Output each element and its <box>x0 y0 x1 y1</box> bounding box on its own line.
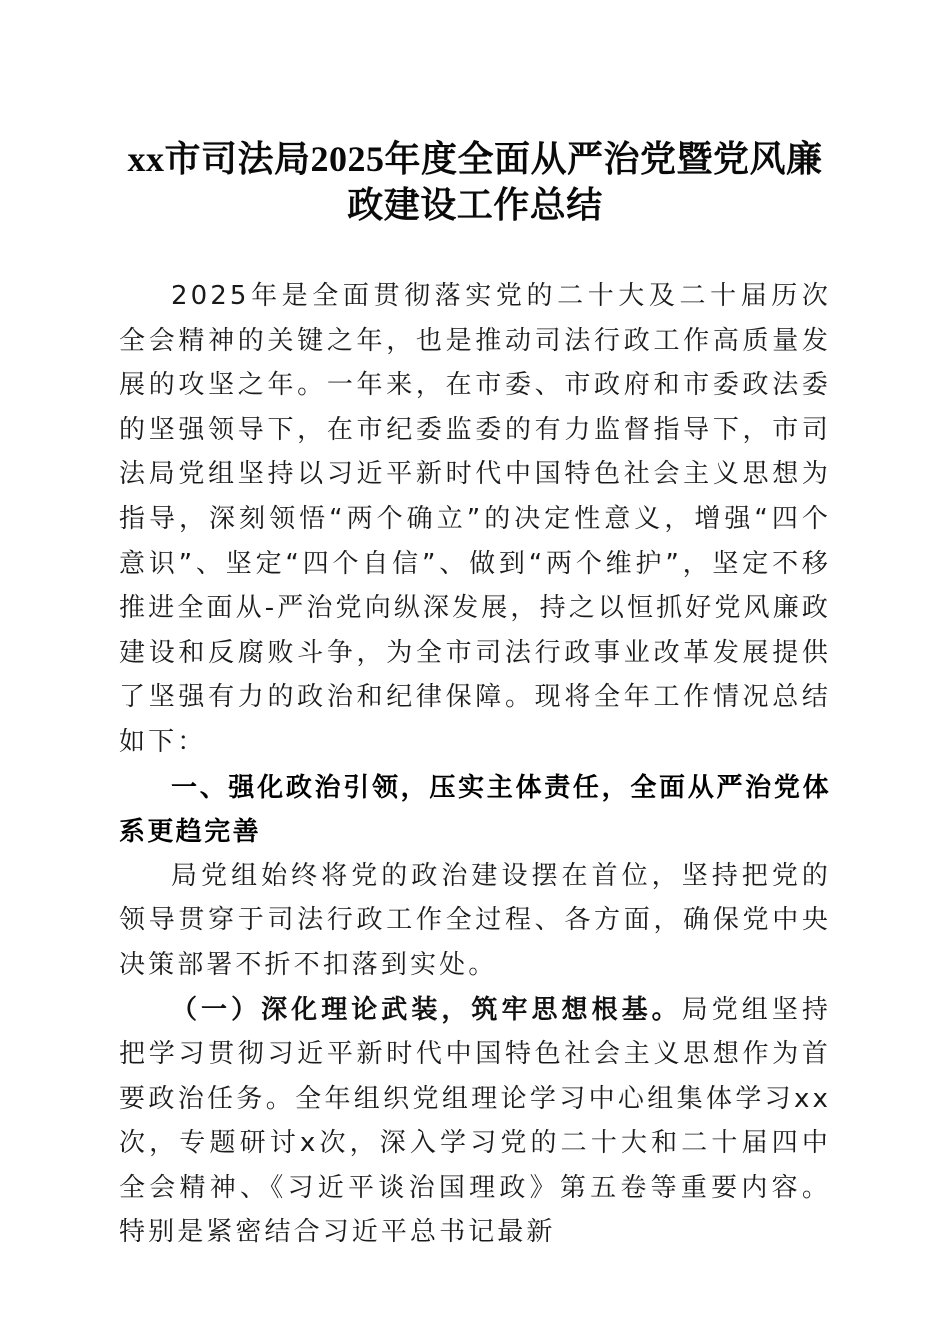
document-title <box>80 136 870 228</box>
subsection-1-paragraph <box>119 988 831 1256</box>
document-title-line-1: xx市司法局2025年度全面从严治党暨党风廉 <box>127 139 823 179</box>
subsection-1-text: 局党组坚持把学习贯彻习近平新时代中国特色社会主义思想作为首要政治任务。全年组织党组理论学习中心组集体学习xx次，专题研讨x次，深入学习党的二十大和二十届四中全会精神、《习近平谈治国理政》第五卷等重要内容。特别是紧密结合习近平总书记最新 <box>119 994 831 1248</box>
document-body <box>119 274 831 1255</box>
subsection-1-heading: （一）深化理论武装，筑牢思想根基。 <box>171 994 682 1025</box>
section-1-heading: 一、强化政治引领，压实主体责任，全面从严治党体系更趋完善 <box>119 771 831 847</box>
section-1-paragraph: 局党组始终将党的政治建设摆在首位，坚持把党的领导贯穿于司法行政工作全过程、各方面，确保党中央决策部署不折不扣落到实处。 <box>119 860 831 980</box>
document-title-line-2: 政建设工作总结 <box>347 185 603 225</box>
intro-paragraph: 2025年是全面贯彻落实党的二十大及二十届历次全会精神的关键之年，也是推动司法行政工作高质量发展的攻坚之年。一年来，在市委、市政府和市委政法委的坚强领导下，在市纪委监委的有力监督指导下，市司法局党组坚持以习近平新时代中国特色社会主义思想为指导，深刻领悟“两个确立”的决定性意义，增强“四个意识”、坚定“四个自信”、做到“两个维护”，坚定不移推进全面从-严治党向纵深发展，持之以恒抓好党风廉政建设和反腐败斗争，为全市司法行政事业改革发展提供了坚强有力的政治和纪律保障。现将全年工作情况总结如下： <box>119 281 831 757</box>
